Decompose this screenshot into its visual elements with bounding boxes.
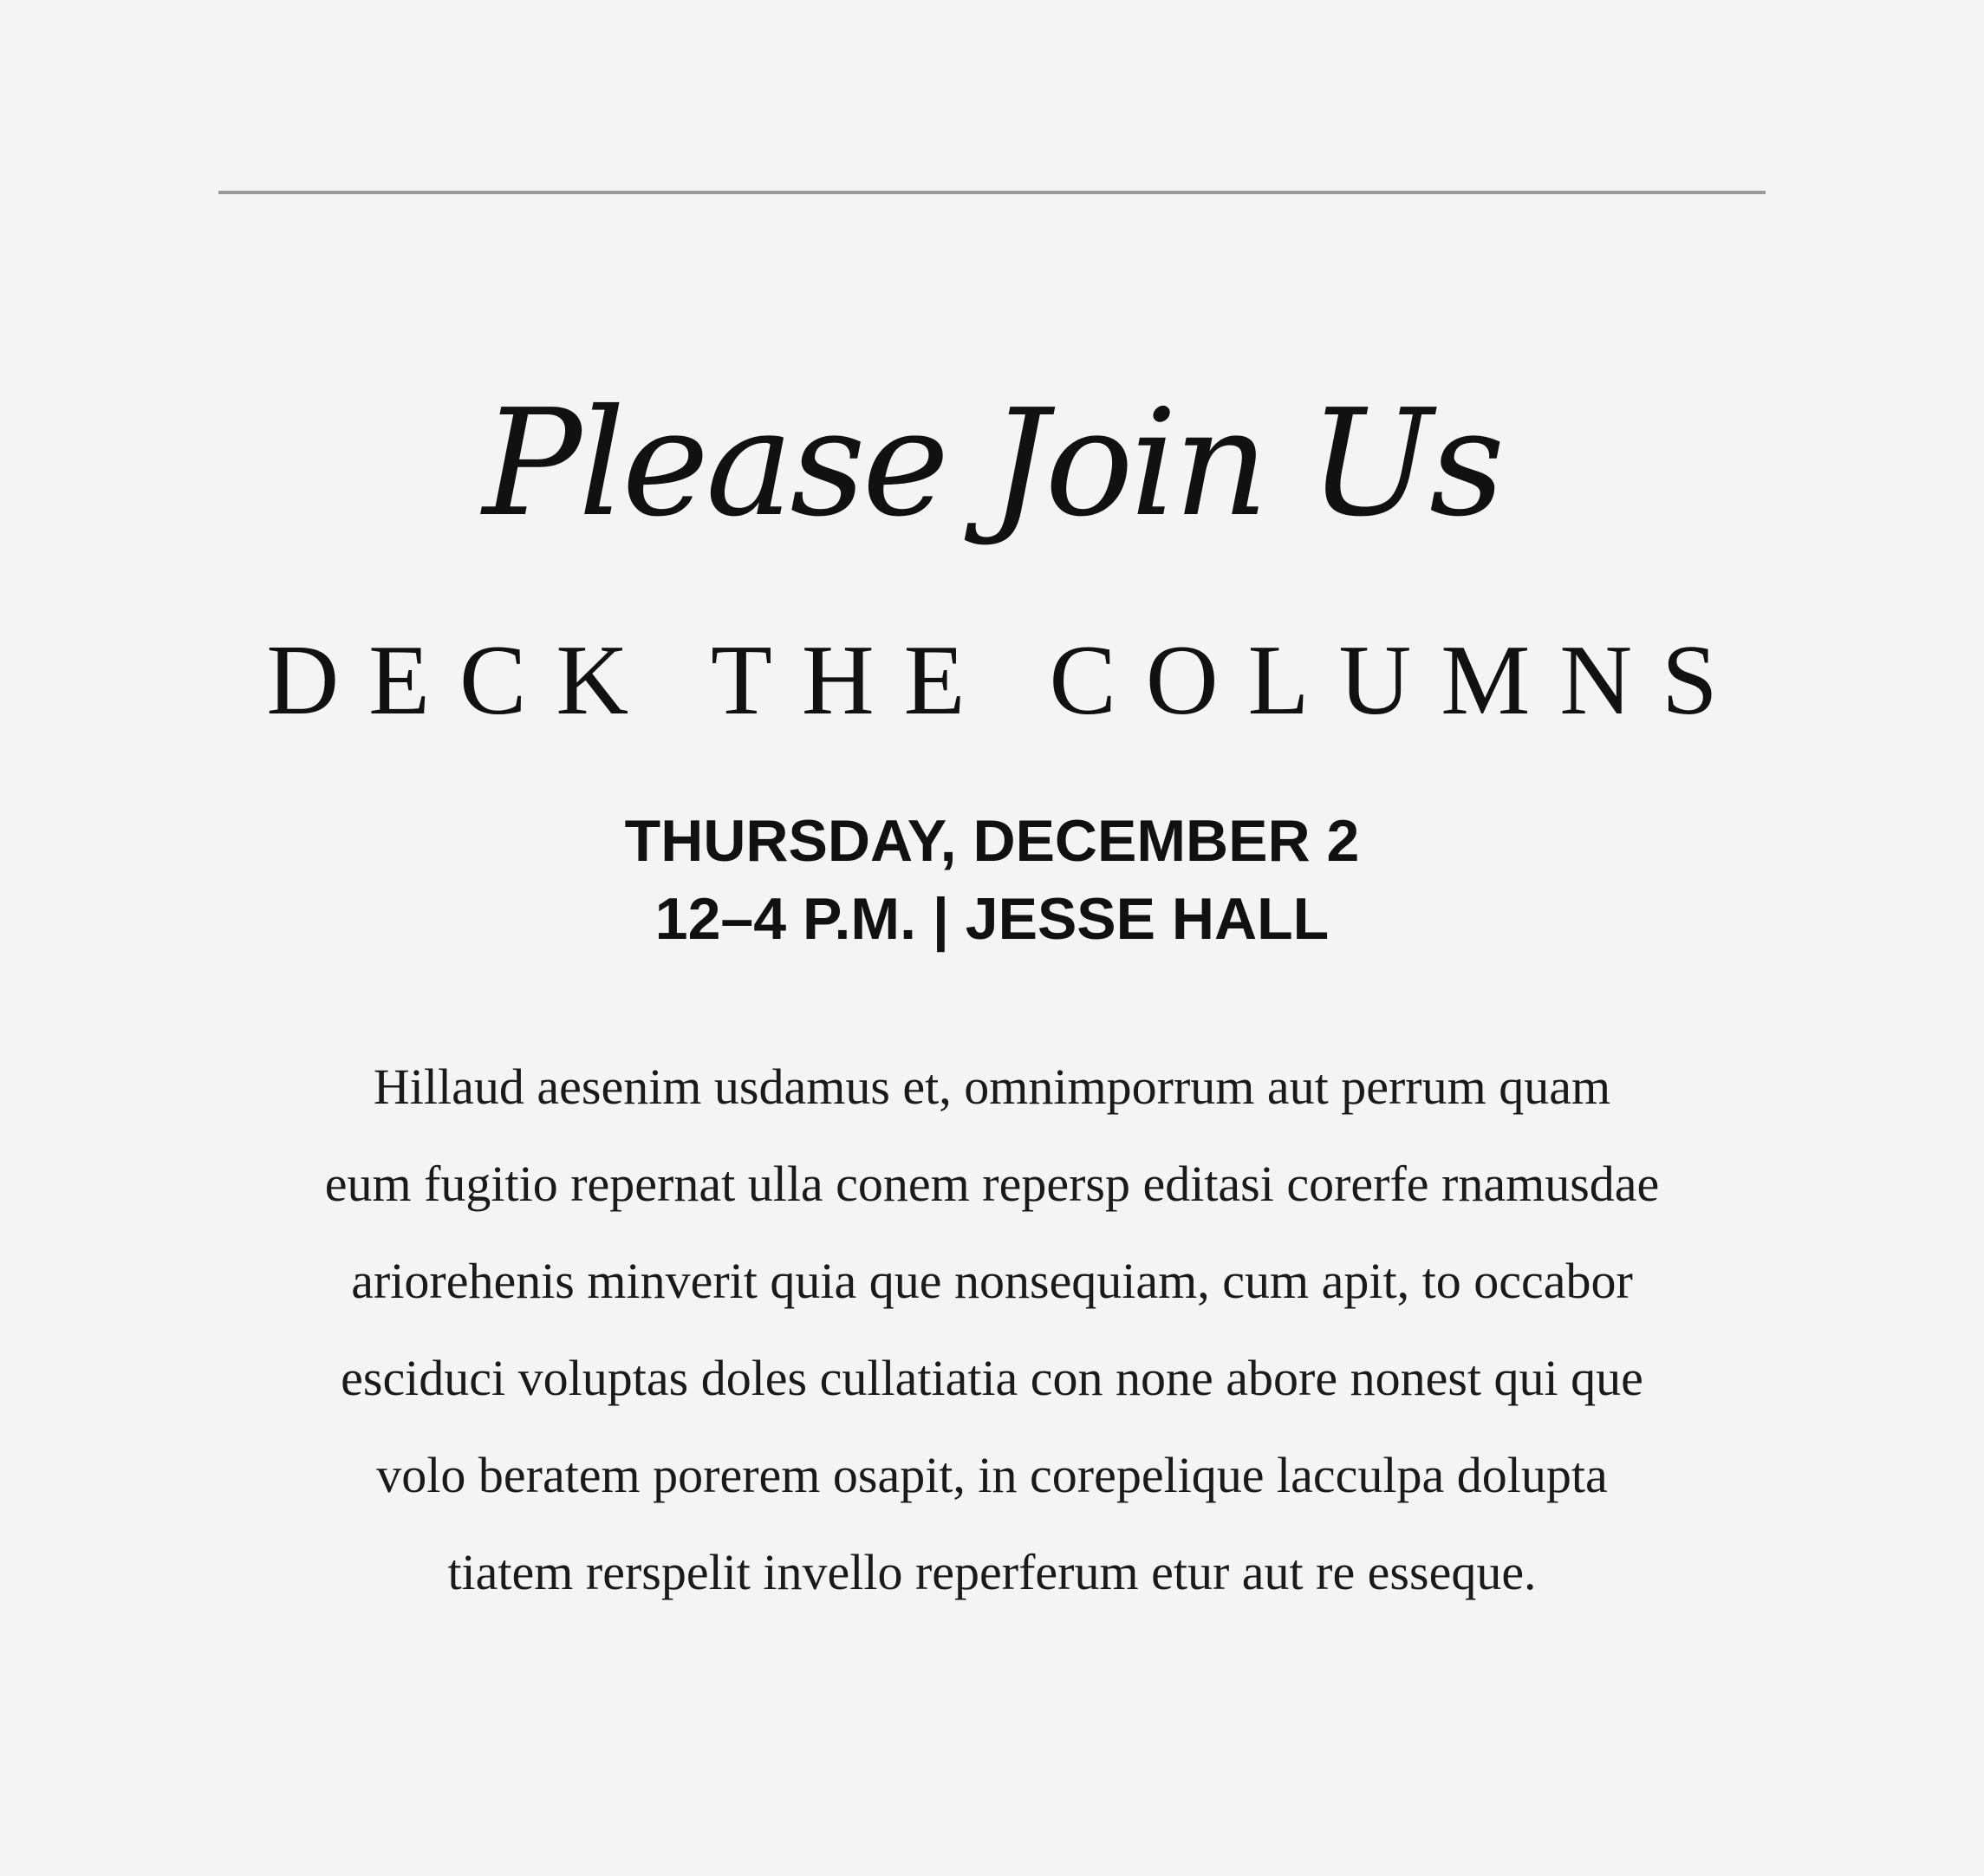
event-title: DECK THE COLUMNS xyxy=(266,625,1747,736)
body-paragraph xyxy=(0,1039,1984,1621)
body-line: eum fugitio repernat ulla conem repersp editasi corerfe rnamusdae xyxy=(324,1156,1660,1212)
event-details xyxy=(0,802,1984,958)
body-line: tiatem rerspelit invello reperferum etur aut re esseque. xyxy=(447,1544,1537,1600)
script-heading: Please Join Us xyxy=(482,378,1502,550)
body-line: volo beratem porerem osapit, in corepelique lacculpa dolupta xyxy=(376,1447,1608,1503)
event-date: THURSDAY, DECEMBER 2 xyxy=(624,808,1360,874)
body-line: esciduci voluptas doles cullatiatia con none abore nonest qui que xyxy=(341,1350,1643,1406)
body-line: ariorehenis minverit quia que nonsequiam, cum apit, to occabor xyxy=(351,1253,1633,1309)
event-time-location: 12–4 P.M. | JESSE HALL xyxy=(654,886,1330,952)
top-divider xyxy=(218,191,1766,194)
body-line: Hillaud aesenim usdamus et, omnimporrum aut perrum quam xyxy=(373,1059,1611,1115)
